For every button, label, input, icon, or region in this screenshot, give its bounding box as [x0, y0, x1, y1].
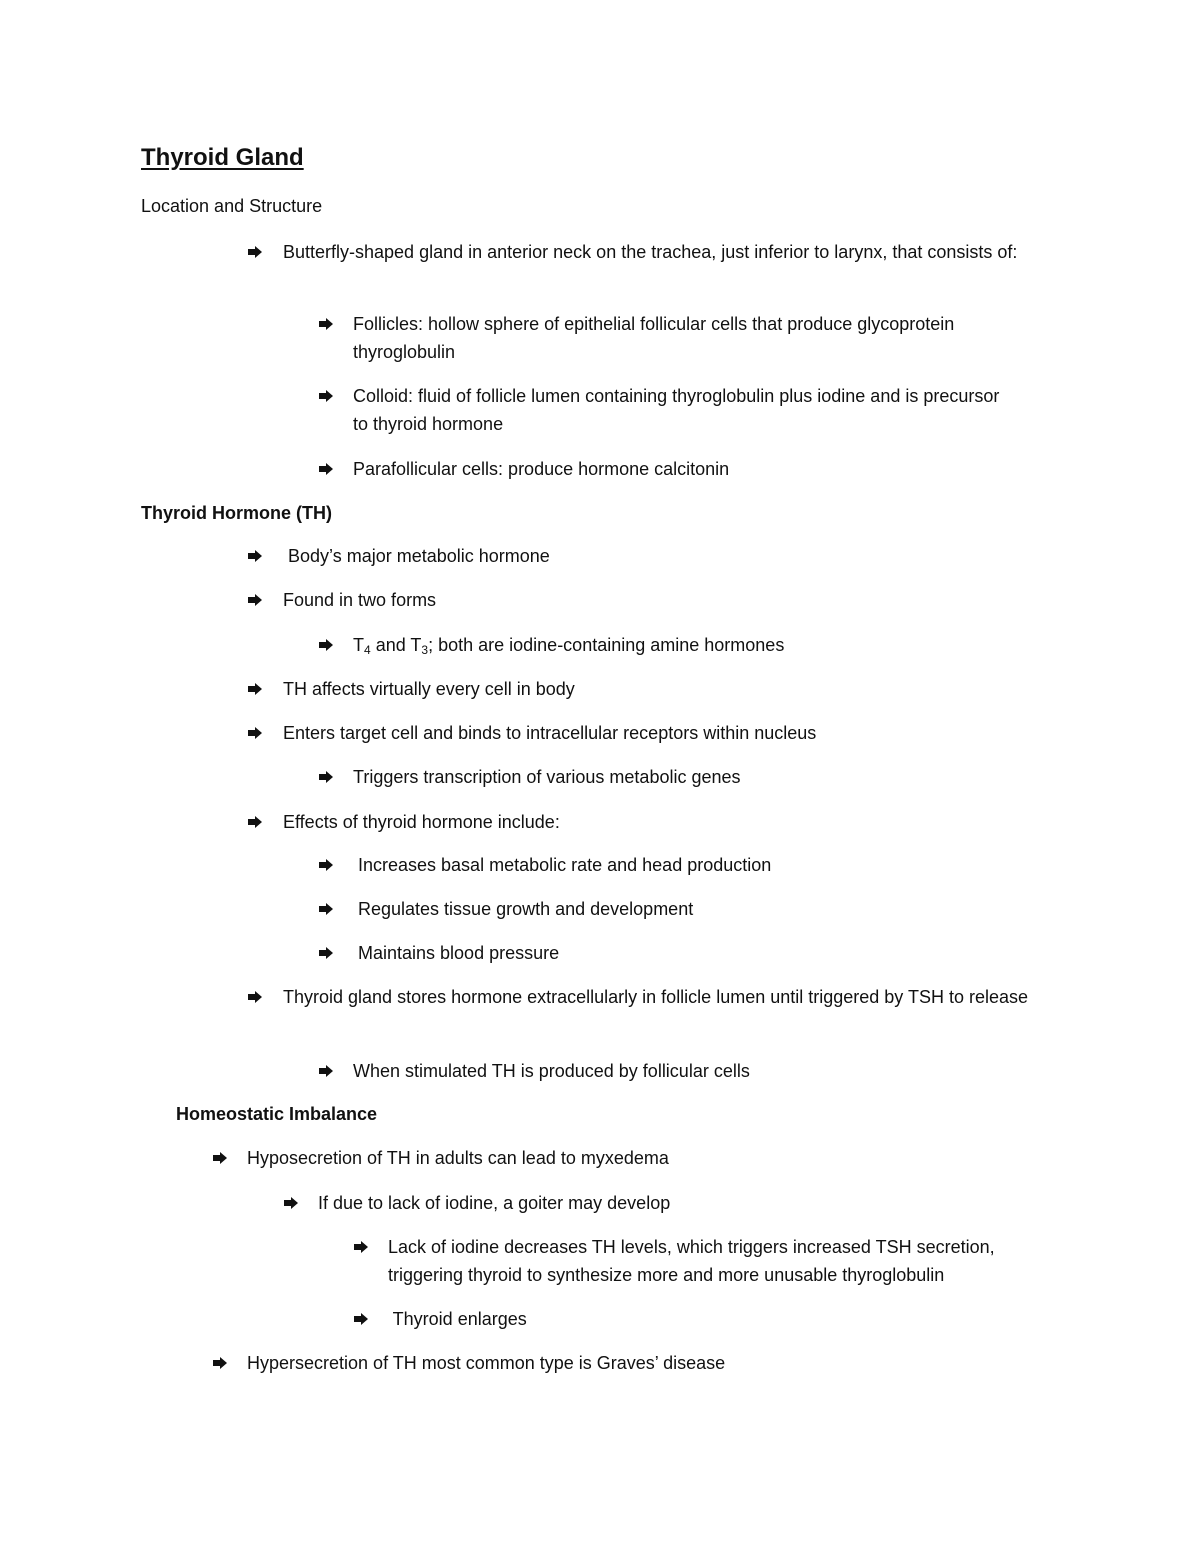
section-heading-imbalance: Homeostatic Imbalance: [176, 1104, 378, 1124]
list-item-text: Enters target cell and binds to intracellular receptors within nucleus: [283, 723, 817, 743]
list-item-text: Butterfly-shaped gland in anterior neck on the trachea, just inferior to larynx, that consists of:: [283, 242, 1018, 262]
right-arrow-icon: [283, 1197, 299, 1209]
right-arrow-icon: [318, 639, 334, 651]
list-item-text: Regulates tissue growth and development: [353, 899, 694, 919]
right-arrow-icon: [318, 390, 334, 402]
right-arrow-icon: [353, 1241, 369, 1253]
section-heading-hormone: Thyroid Hormone (TH): [141, 503, 332, 523]
right-arrow-icon: [318, 859, 334, 871]
right-arrow-icon: [318, 771, 334, 783]
list-item-text: Effects of thyroid hormone include:: [283, 812, 560, 832]
list-item-text: Parafollicular cells: produce hormone calcitonin: [353, 459, 730, 479]
list-item-text: Body’s major metabolic hormone: [283, 546, 550, 566]
list-item-text: Triggers transcription of various metabolic genes: [353, 767, 741, 787]
right-arrow-icon: [318, 947, 334, 959]
right-arrow-icon: [353, 1313, 369, 1325]
right-arrow-icon: [247, 727, 263, 739]
right-arrow-icon: [212, 1152, 228, 1164]
list-item-text: Increases basal metabolic rate and head production: [353, 855, 772, 875]
right-arrow-icon: [212, 1357, 228, 1369]
list-item-text: If due to lack of iodine, a goiter may develop: [318, 1193, 671, 1213]
right-arrow-icon: [247, 246, 263, 258]
right-arrow-icon: [318, 318, 334, 330]
right-arrow-icon: [247, 816, 263, 828]
list-item-text: Thyroid enlarges: [388, 1309, 527, 1329]
section-heading-location: Location and Structure: [141, 196, 323, 216]
right-arrow-icon: [247, 594, 263, 606]
list-item-text: Thyroid gland stores hormone extracellularly in follicle lumen until triggered by TSH to release: [283, 987, 1029, 1007]
list-item-text: Lack of iodine decreases TH levels, which triggers increased TSH secretion, triggering thyroid to synthesize more and more unusable thyroglobulin: [388, 1237, 995, 1285]
list-item-text: TH affects virtually every cell in body: [283, 679, 575, 699]
list-item-text: When stimulated TH is produced by follicular cells: [353, 1061, 750, 1081]
list-item-text: Found in two forms: [283, 590, 437, 610]
list-item-text: Colloid: fluid of follicle lumen containing thyroglobulin plus iodine and is precursor to thyroid hormone: [353, 386, 1000, 434]
list-item-text: Maintains blood pressure: [353, 943, 560, 963]
list-item-text: Follicles: hollow sphere of epithelial follicular cells that produce glycoprotein thyroglobulin: [353, 314, 955, 362]
list-item-text: Hyposecretion of TH in adults can lead to myxedema: [247, 1148, 669, 1168]
right-arrow-icon: [318, 903, 334, 915]
page-title: Thyroid Gland: [141, 144, 304, 171]
list-item-text: $T_4$ and $T_3$; both are iodine-containing amine hormones: [353, 635, 785, 657]
right-arrow-icon: [318, 463, 334, 475]
list-item-text: Hypersecretion of TH most common type is Graves’ disease: [247, 1353, 726, 1373]
right-arrow-icon: [318, 1065, 334, 1077]
right-arrow-icon: [247, 683, 263, 695]
right-arrow-icon: [247, 991, 263, 1003]
right-arrow-icon: [247, 550, 263, 562]
